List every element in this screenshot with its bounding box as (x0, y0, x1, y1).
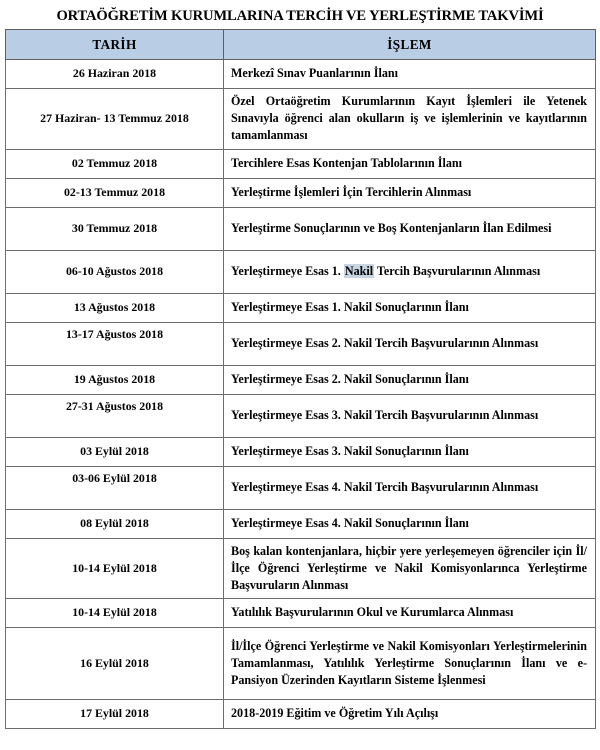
table-row (6, 509, 596, 538)
table-cell-date: 19 Ağustos 2018 (6, 365, 224, 394)
table-cell-date: 16 Eylül 2018 (6, 628, 224, 700)
table-row (6, 250, 596, 293)
table-cell-date: 06-10 Ağustos 2018 (6, 250, 224, 293)
table-row (6, 466, 596, 509)
table-cell-date: 02-13 Temmuz 2018 (6, 178, 224, 207)
table-row (6, 437, 596, 466)
table-cell-task: Boş kalan kontenjanlara, hiçbir yere yerleşemeyen öğrenciler için İl/İlçe Öğrenci Yerleştirme ve Nakil Komisyonlarınca Yerleştirme Başvuruların Alınması (224, 538, 596, 599)
table-cell-task: İl/İlçe Öğrenci Yerleştirme ve Nakil Komisyonları Yerleştirmelerinin Tamamlanması, Yatılılık Yerleştirme Sonuçlarının İlanı ve e-Pansiyon Üzerinden Kayıtların Sisteme İşlenmesi (224, 628, 596, 700)
table-cell-task: Yatılılık Başvurularının Okul ve Kurumlarca Alınması (224, 599, 596, 628)
table-cell-date: 13-17 Ağustos 2018 (6, 322, 224, 365)
column-header-task: İŞLEM (224, 30, 596, 60)
table-cell-task: Yerleştirmeye Esas 2. Nakil Tercih Başvurularının Alınması (224, 322, 596, 365)
table-row (6, 365, 596, 394)
table-row (6, 149, 596, 178)
table-cell-date: 10-14 Eylül 2018 (6, 599, 224, 628)
table-cell-task: 2018-2019 Eğitim ve Öğretim Yılı Açılışı (224, 700, 596, 729)
table-cell-task: Özel Ortaöğretim Kurumlarının Kayıt İşlemleri ile Yetenek Sınavıyla öğrenci alan okulların iş ve işlemlerinin ve kayıtlarının tamamlanması (224, 89, 596, 150)
table-cell-task: Yerleştirmeye Esas 3. Nakil Tercih Başvurularının Alınması (224, 394, 596, 437)
table-cell-date: 03-06 Eylül 2018 (6, 466, 224, 509)
table-cell-date: 17 Eylül 2018 (6, 700, 224, 729)
table-cell-task: Yerleştirmeye Esas 4. Nakil Sonuçlarının İlanı (224, 509, 596, 538)
table-cell-date: 27-31 Ağustos 2018 (6, 394, 224, 437)
highlighted-term: Nakil (344, 263, 374, 278)
table-header-row (6, 30, 596, 60)
table-cell-date: 10-14 Eylül 2018 (6, 538, 224, 599)
table-row (6, 599, 596, 628)
table-cell-task: Yerleştirmeye Esas 1. Nakil Tercih Başvurularının Alınması (224, 250, 596, 293)
table-row (6, 700, 596, 729)
table-cell-date: 26 Haziran 2018 (6, 60, 224, 89)
table-row (6, 60, 596, 89)
calendar-table (5, 29, 596, 729)
table-cell-task: Yerleştirmeye Esas 3. Nakil Sonuçlarının İlanı (224, 437, 596, 466)
table-cell-date: 13 Ağustos 2018 (6, 293, 224, 322)
table-cell-task: Yerleştirmeye Esas 1. Nakil Sonuçlarının İlanı (224, 293, 596, 322)
table-body (6, 60, 596, 729)
table-cell-task: Yerleştirme İşlemleri İçin Tercihlerin Alınması (224, 178, 596, 207)
table-cell-task: Merkezî Sınav Puanlarının İlanı (224, 60, 596, 89)
table-cell-date: 08 Eylül 2018 (6, 509, 224, 538)
table-row (6, 207, 596, 250)
table-row (6, 293, 596, 322)
column-header-date: TARİH (6, 30, 224, 60)
table-cell-task: Yerleştirmeye Esas 4. Nakil Tercih Başvurularının Alınması (224, 466, 596, 509)
table-cell-date: 02 Temmuz 2018 (6, 149, 224, 178)
table-row (6, 628, 596, 700)
table-cell-date: 30 Temmuz 2018 (6, 207, 224, 250)
table-header (6, 30, 596, 60)
table-row (6, 394, 596, 437)
table-cell-task: Tercihlere Esas Kontenjan Tablolarının İlanı (224, 149, 596, 178)
table-cell-date: 27 Haziran- 13 Temmuz 2018 (6, 89, 224, 150)
table-cell-date: 03 Eylül 2018 (6, 437, 224, 466)
page-title: ORTAÖĞRETİM KURUMLARINA TERCİH VE YERLEŞTİRME TAKVİMİ (56, 8, 544, 24)
table-row (6, 538, 596, 599)
table-cell-task: Yerleştirme Sonuçlarının ve Boş Kontenjanların İlan Edilmesi (224, 207, 596, 250)
table-cell-task: Yerleştirmeye Esas 2. Nakil Sonuçlarının İlanı (224, 365, 596, 394)
table-row (6, 178, 596, 207)
table-row (6, 322, 596, 365)
table-row (6, 89, 596, 150)
